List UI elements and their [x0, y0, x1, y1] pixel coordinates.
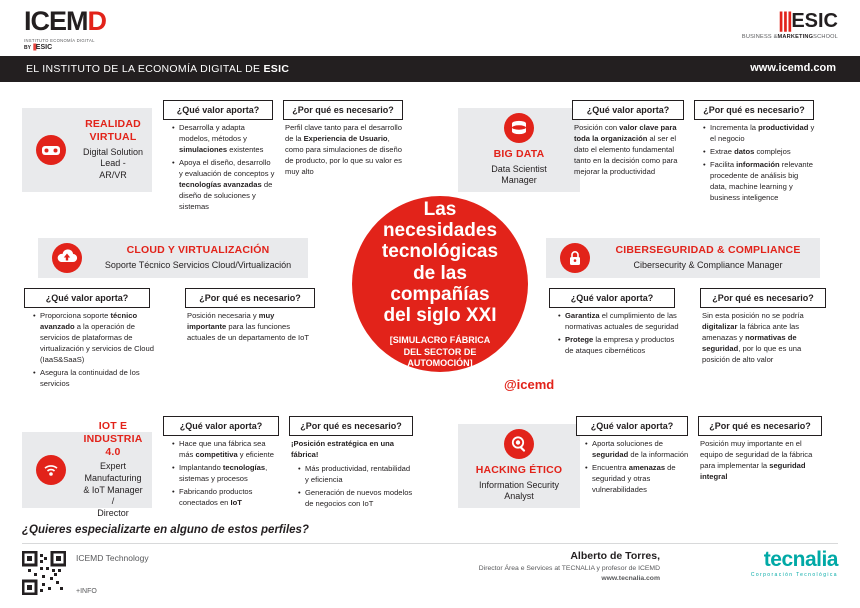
why-text-realidad-virtual: Perfil clave tanto para el desarrollo de la Experiencia de Usuario, como para simulaciones de diseño de producto, por lo que su valor es muy alto [285, 123, 402, 176]
profile-subtitle: Information Security Analyst [478, 479, 560, 502]
value-list-realidad-virtual: • Desarrolla y adapta modelos, métodos y simulaciones existentes • Apoya el diseño, desarrollo y evaluación de conceptos y tecnologías avanzadas de diseño de soluciones y sistemas [165, 122, 275, 214]
esic-logo [742, 10, 838, 40]
profile-realidad-virtual[interactable] [22, 108, 152, 192]
title-bar [0, 56, 860, 82]
value-list-hacking: • Aporta soluciones de seguridad de la información • Encuentra amenazas de seguridad y otras vulnerabilidades [578, 438, 690, 497]
value-text-big-data: Posición con valor clave para toda la organización al ser el dato el elemento fundamental tanto en la decisión como para mejorar la productividad [574, 123, 678, 176]
value-list-cloud: • Proporciona soporte técnico avanzado a la operación de servicios de plataformas de virtualización y servicios de Cloud (IaaS&SaaS) • Asegura la continuidad de los servicios [26, 310, 154, 391]
label-value-realidad-virtual: ¿Qué valor aporta? [163, 100, 273, 120]
why-list-iot: ¡Posición estratégica en una fábrica! • Más productividad, rentabilidad y eficiencia • Generación de nuevos modelos de negocios con IoT [291, 438, 413, 511]
profile-title: REALIDAD VIRTUAL [85, 118, 141, 143]
footer-info-link[interactable]: +INFO [76, 588, 97, 595]
profile-ciberseguridad-compliance[interactable] [546, 238, 820, 278]
profile-subtitle: Expert Manufacturing & IoT Manager / Director [83, 461, 143, 518]
central-subtitle: [SIMULACRO FÁBRICA DEL SECTOR DE AUTOMOCIÓN] [389, 335, 491, 368]
profile-title: CLOUD Y VIRTUALIZACIÓN [126, 244, 270, 257]
header-bar [0, 0, 860, 56]
label-why-big-data: ¿Por qué es necesario? [694, 100, 814, 120]
footer-author-name: Alberto de Torres, [570, 550, 660, 562]
title-bar-left: EL INSTITUTO DE LA ECONOMÍA DIGITAL DE ESIC [26, 63, 290, 75]
profile-subtitle: Soporte Técnico Servicios Cloud/Virtualización [104, 259, 292, 270]
why-text-ciberseguridad: Sin esta posición no se podría digitalizar la fábrica ante las amenazas y normativas de seguridad, por lo que es una posición de alto valor [702, 311, 804, 364]
profile-title: BIG DATA [493, 148, 545, 161]
profile-subtitle: Digital Solution Lead - AR/VR [82, 146, 144, 180]
why-text-cloud: Posición necesaria y muy importante para las funciones actuales de un departamento de IoT [187, 311, 310, 342]
label-value-hacking: ¿Qué valor aporta? [576, 416, 688, 436]
footer-icemd-technology: ICEMD Technology [76, 553, 149, 563]
profile-subtitle: Cibersecurity & Compliance Manager [633, 259, 783, 270]
footer-divider [22, 543, 838, 544]
central-circle [352, 196, 528, 372]
lock-icon [546, 238, 604, 278]
profile-title: CIBERSEGURIDAD & COMPLIANCE [615, 244, 801, 257]
title-bar-brand: ESIC [263, 63, 290, 75]
label-value-ciberseguridad: ¿Qué valor aporta? [549, 288, 675, 308]
value-list-ciberseguridad: • Garantiza el cumplimiento de las normativas actuales de seguridad • Protege la empresa y productos de ataques cibernéticos [551, 310, 679, 358]
tecnalia-logo-subtitle: Corporación Tecnológica [750, 572, 838, 578]
icemd-logo [24, 8, 106, 51]
why-list-big-data: • Incrementa la productividad y el negocio • Extrae datos complejos • Facilita información relevante procedente de análisis big data, machine learning y business inteligence [696, 122, 816, 205]
icemd-logo-d: D [87, 6, 106, 36]
footer-question: ¿Quieres especializarte en alguno de estos perfiles? [22, 524, 309, 536]
magnifier-bug-icon [504, 429, 534, 459]
icemd-logo-wordmark: ICEMD [24, 6, 106, 36]
tecnalia-logo-name: tecnalia [763, 548, 838, 571]
esic-logo-wordmark: |||ESIC [778, 9, 838, 32]
label-why-realidad-virtual: ¿Por qué es necesario? [283, 100, 403, 120]
value-list-iot: • Hace que una fábrica sea más competitiva y eficiente • Implantando tecnologías, sistemas y procesos • Fabricando productos conectados en IoT [165, 438, 281, 510]
profile-cloud-virtualizacion[interactable] [38, 238, 308, 278]
esic-logo-tagline: BUSINESS &MARKETINGSCHOOL [741, 34, 838, 40]
central-title: Las necesidades tecnológicas de las compañías del siglo XXI [381, 198, 499, 327]
tecnalia-logo [751, 549, 838, 578]
label-why-cloud: ¿Por qué es necesario? [185, 288, 315, 308]
qr-code[interactable] [22, 551, 66, 595]
profile-subtitle: Data Scientist Manager [491, 163, 547, 186]
label-value-cloud: ¿Qué valor aporta? [24, 288, 150, 308]
profile-hacking-etico[interactable] [458, 424, 580, 508]
label-value-iot: ¿Qué valor aporta? [163, 416, 279, 436]
profile-iot-industria[interactable] [22, 420, 152, 518]
wifi-signal-icon [22, 432, 80, 508]
profile-title: HACKING ÉTICO [475, 464, 563, 477]
vr-headset-icon [22, 108, 80, 192]
icemd-logo-subtitle: INSTITUTO ECONOMÍA DIGITAL [24, 38, 95, 43]
label-why-ciberseguridad: ¿Por qué es necesario? [700, 288, 826, 308]
profile-big-data[interactable] [458, 108, 580, 192]
footer-author-role: Director Área e Services at TECNALIA y profesor de ICEMD www.tecnalia.com [478, 565, 660, 582]
cloud-upload-icon [38, 238, 96, 278]
profile-title: IOT E INDUSTRIA 4.0 [83, 420, 143, 458]
label-why-hacking: ¿Por qué es necesario? [698, 416, 822, 436]
database-icon [504, 113, 534, 143]
label-why-iot: ¿Por qué es necesario? [289, 416, 413, 436]
icemd-logo-byesic: BY |||ESIC [24, 44, 53, 52]
why-text-hacking: Posición muy importante en el equipo de seguridad de la fábrica para implementar la seguridad integral [700, 439, 813, 481]
social-handle: @icemd [504, 377, 555, 392]
label-value-big-data: ¿Qué valor aporta? [572, 100, 684, 120]
website-url[interactable]: www.icemd.com [750, 62, 836, 74]
footer-author [479, 550, 660, 583]
